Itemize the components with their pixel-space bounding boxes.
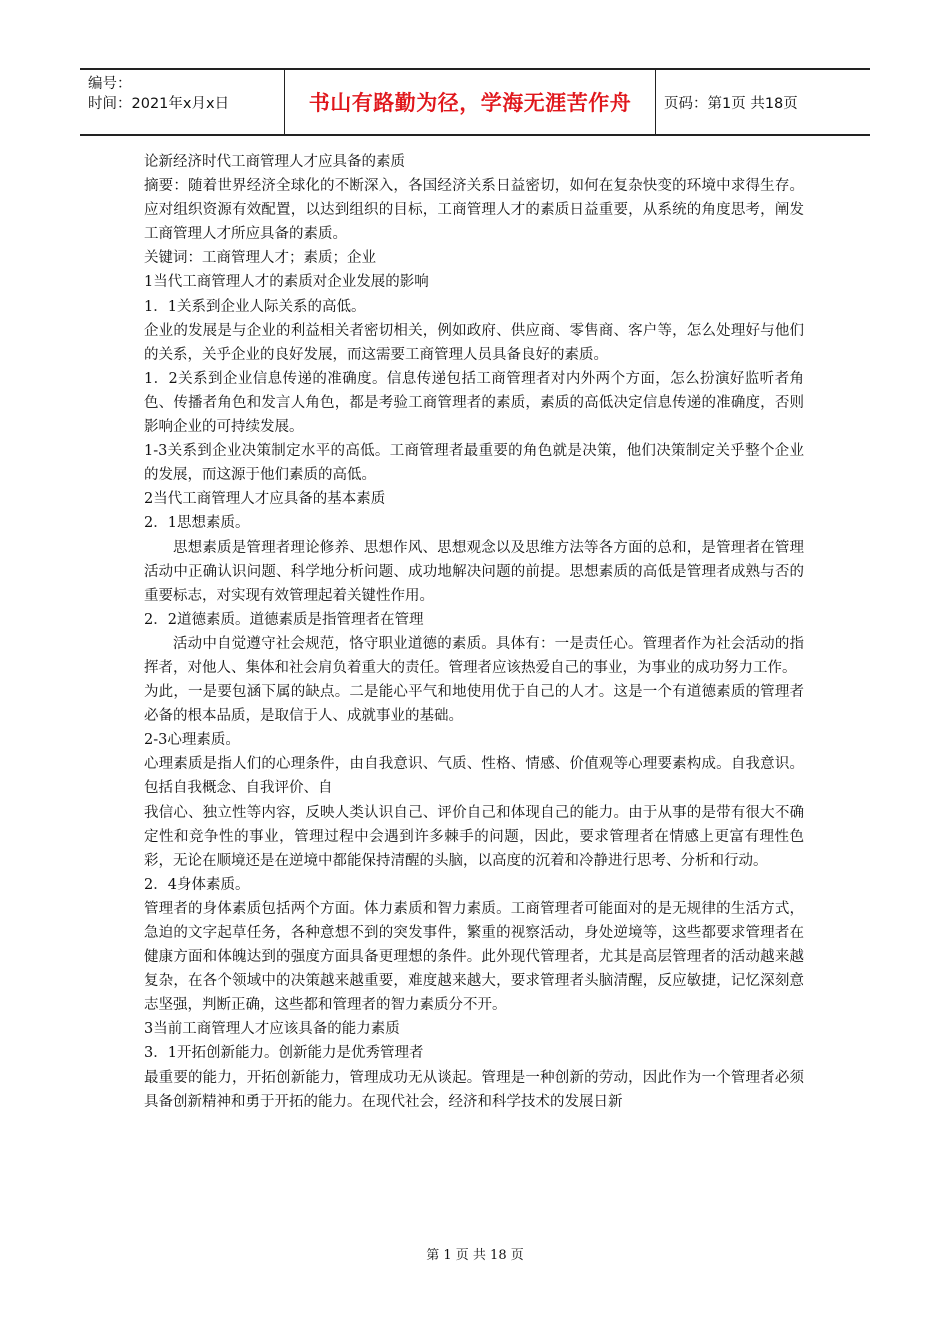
body-paragraph: 关键词：工商管理人才；素质；企业 bbox=[144, 250, 376, 267]
body-paragraph: 心理素质是指人们的心理条件，由自我意识、气质、性格、情感、价值观等心理要素构成。自我意识。包括自我概念、自我评价、自 bbox=[144, 756, 804, 797]
header-page-info: 页码：第1页 共18页 bbox=[664, 95, 798, 112]
header-meta-cell bbox=[80, 70, 284, 134]
body-paragraph: 2．2道德素质。道德素质是指管理者在管理 bbox=[144, 611, 424, 628]
body-paragraph: 3当前工商管理人才应该具备的能力素质 bbox=[144, 1021, 400, 1038]
body-paragraph: 1．1关系到企业人际关系的高低。 bbox=[144, 298, 366, 315]
body-paragraph: 企业的发展是与企业的利益相关者密切相关，例如政府、供应商、零售商、客户等，怎么处理好与他们的关系，关乎企业的良好发展，而这需要工商管理人员具备良好的素质。 bbox=[144, 322, 804, 363]
body-paragraph: 2-3心理素质。 bbox=[144, 732, 240, 749]
body-paragraph: 我信心、独立性等内容，反映人类认识自己、评价自己和体现自己的能力。由于从事的是带有很大不确定性和竞争性的事业，管理过程中会遇到许多棘手的问题，因此，要求管理者在情感上更富有理性色彩，无论在顺境还是在逆境中都能保持清醒的头脑，以高度的沉着和冷静进行思考、分析和行动。 bbox=[144, 804, 804, 869]
body-paragraph: 2．4身体素质。 bbox=[144, 876, 250, 893]
body-paragraph: 2当代工商管理人才应具备的基本素质 bbox=[144, 491, 386, 508]
body-paragraph: 论新经济时代工商管理人才应具备的素质 bbox=[144, 154, 405, 170]
document-date-label: 时间：2021年x月x日 bbox=[88, 96, 230, 112]
body-paragraph: 3．1开拓创新能力。创新能力是优秀管理者 bbox=[144, 1045, 424, 1062]
page-footer bbox=[0, 1244, 950, 1263]
body-paragraph: 活动中自觉遵守社会规范，恪守职业道德的素质。具体有：一是责任心。管理者作为社会活动的指挥者，对他人、集体和社会肩负着重大的责任。管理者应该热爱自己的事业，为事业的成功努力工作。 bbox=[144, 635, 804, 676]
document-number-label: 编号： bbox=[88, 76, 132, 92]
body-paragraph: 1．2关系到企业信息传递的准确度。信息传递包括工商管理者对内外两个方面，怎么扮演好监听者角色、传播者角色和发言人角色，都是考验工商管理者的素质，素质的高低决定信息传递的准确度，否则影响企业的可持续发展。 bbox=[144, 370, 804, 436]
body-paragraph: 最重要的能力，开拓创新能力，管理成功无从谈起。管理是一种创新的劳动，因此作为一个管理者必须具备创新精神和勇于开拓的能力。在现代社会，经济和科学技术的发展日新 bbox=[144, 1069, 804, 1110]
page-header bbox=[80, 68, 870, 136]
body-paragraph: 1-3关系到企业决策制定水平的高低。工商管理者最重要的角色就是决策，他们决策制定关乎整个企业的发展，而这源于他们素质的高低。 bbox=[144, 443, 804, 484]
header-motto-cell bbox=[284, 70, 656, 134]
footer-page-number: 第 1 页 共 18 页 bbox=[426, 1248, 524, 1263]
header-page-cell bbox=[656, 70, 870, 134]
header-motto: 书山有路勤为径，学海无涯苦作舟 bbox=[308, 91, 632, 115]
body-paragraph: 1当代工商管理人才的素质对企业发展的影响 bbox=[144, 274, 429, 291]
body-paragraph: 思想素质是管理者理论修养、思想作风、思想观念以及思维方法等各方面的总和，是管理者在管理活动中正确认识问题、科学地分析问题、成功地解决问题的前提。思想素质的高低是管理者成熟与否的重要标志，对实现有效管理起着关键性作用。 bbox=[144, 539, 804, 604]
document-body bbox=[144, 150, 804, 1114]
body-paragraph: 管理者的身体素质包括两个方面。体力素质和智力素质。工商管理者可能面对的是无规律的生活方式，急迫的文字起草任务，各种意想不到的突发事件，繁重的视察活动，身处逆境等，这些都要求管理者在健康方面和体魄达到的强度方面具备更理想的条件。此外现代管理者，尤其是高层管理者的活动越来越复杂，在各个领域中的决策越来越重要，难度越来越大，要求管理者头脑清醒，反应敏捷，记忆深刻意志坚强，判断正确，这些都和管理者的智力素质分不开。 bbox=[144, 900, 804, 1014]
body-paragraph: 为此，一是要包涵下属的缺点。二是能心平气和地使用优于自己的人才。这是一个有道德素质的管理者必备的根本品质，是取信于人、成就事业的基础。 bbox=[144, 684, 804, 725]
body-paragraph: 2．1思想素质。 bbox=[144, 515, 250, 532]
body-paragraph: 摘要：随着世界经济全球化的不断深入，各国经济关系日益密切，如何在复杂快变的环境中求得生存。应对组织资源有效配置，以达到组织的目标，工商管理人才的素质日益重要，从系统的角度思考，阐发工商管理人才所应具备的素质。 bbox=[144, 178, 804, 243]
